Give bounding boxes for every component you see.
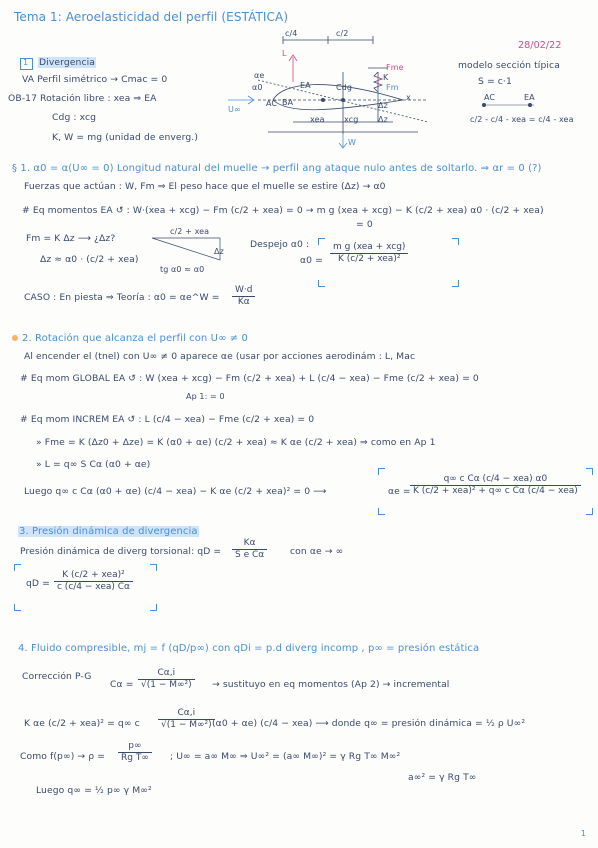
page-number: 1: [580, 829, 586, 838]
s2-fme: » Fme = K (Δz0 + Δze) = K (α0 + αe) (c/2 + xea) ≈ K αe (c/2 + xea) ⇒ como en Ap 1: [36, 437, 436, 448]
s4-a2: a∞² = γ Rg T∞: [408, 772, 477, 783]
s4-ca: Cα =: [110, 679, 134, 690]
diag-dzT: Δz: [378, 115, 388, 124]
diag-ac: AC: [266, 99, 278, 108]
modelo-formula: c/2 - c/4 - xea = c/4 - xea: [470, 115, 574, 124]
modelo-ea: EA: [524, 93, 535, 102]
s2-ae: αe =: [388, 486, 411, 497]
diag-fme: Fme: [386, 63, 404, 72]
s4-u: ; U∞ = a∞ M∞ ⇒ U∞² = (a∞ M∞)² = γ Rg T∞ M∞²: [170, 751, 401, 762]
s4-sust: → sustituyo en eq momentos (Ap 2) → incremental: [212, 679, 450, 690]
modelo-line: [480, 101, 540, 109]
s1-caso-frac: $\frac{W\cdot d}{K\alpha}$: [232, 285, 255, 308]
s4-keq-frac: $\frac{C\alpha,i}{\text{√(1 − M∞²)}}$: [158, 708, 215, 731]
s1-heading: § 1. α0 = α(U∞ = 0) Longitud natural del muelle → perfil ang ataque nulo antes de soltarlo. ⇒ αr = 0 (?): [12, 163, 542, 174]
modelo-ac: AC: [484, 93, 496, 102]
s2-heading: 2. Rotación que alcanza el perfil con U∞ ≠ 0: [12, 333, 248, 344]
s2-lift: » L = q∞ S Cα (α0 + αe): [36, 459, 151, 470]
modelo-s: S = c·1: [478, 76, 512, 87]
s1-a0: α0 =: [300, 255, 323, 266]
item1-label: Divergencia: [39, 57, 95, 68]
ea-point: [321, 98, 325, 102]
s2-luego: Luego q∞ c Cα (α0 + αe) (c/4 − xea) − K αe (c/2 + xea)² = 0 ⟶: [24, 486, 327, 497]
s3-qd2-frac: K (c/2 + xea)² c (c/4 − xea) Cα: [54, 570, 133, 593]
diag-x: x: [406, 93, 411, 102]
diag-xea: xea: [310, 115, 325, 124]
s3-qd: qD =: [26, 578, 50, 589]
s3-heading: 3. Presión dinámica de divergencia: [19, 526, 198, 537]
intro-cdg: Cdg : xcg: [52, 112, 97, 123]
s1-despejo: Despejo α0 :: [250, 239, 310, 250]
diag-K: K: [383, 73, 389, 82]
s1-eq: # Eq momentos EA ↺ : W·(xea + xcg) − Fm (c/2 + xea) = 0 → m g (xea + xcg) − K (c/2 + xea) α0 · (c/2 + xea): [22, 205, 544, 216]
s2-line1: Al encender el (tnel) con U∞ ≠ 0 aparece αe (usar por acciones aerodinám : L, Mac: [24, 351, 416, 362]
s1-caso: CASO : En piesta ⇒ Teoría : α0 = αe^W =: [24, 292, 220, 303]
s4-como: Como f(p∞) → ρ =: [20, 751, 106, 762]
s4-keq: K αe (c/2 + xea)² = q∞ c: [24, 718, 140, 729]
s3-qd-frac: $\frac{K\alpha}{\text{S e Cα}}$: [232, 538, 267, 561]
s2-eq-incr: # Eq mom INCREM EA ↺ : L (c/4 − xea) − Fme (c/2 + xea) = 0: [20, 414, 315, 425]
diag-ea: EA: [300, 81, 311, 90]
s4-corr: Corrección P-G: [22, 671, 92, 682]
diag-fm: Fm: [386, 83, 399, 92]
page-title: Tema 1: Aeroelasticidad del perfil (ESTÁTICA): [14, 10, 289, 24]
s3-con: con αe → ∞: [290, 546, 344, 557]
s1-tri: c/2 + xea: [170, 227, 210, 236]
s4-ca-frac: $\frac{C\alpha,i}{\text{√(1 − M∞²)}}$: [138, 668, 195, 691]
s2-eq-global: # Eq mom GLOBAL EA ↺ : W (xea + xcg) − Fm (c/2 + xea) + L (c/4 − xea) − Fme (c/2 + xea) = 0: [20, 373, 479, 384]
notebook-page: Tema 1: Aeroelasticidad del perfil (ESTÁTICA) 28/02/22 1 Divergencia VA Perfil simétrico → Cmac = 0 OB-17 Rotación libre : xea ⇒ EA Cdg : xcg K, W = mg (unidad de enverg.) c/4 c/2 L Fme Fm K αe α0 EA Cdg BA AC x Δz Δz U∞ xea xcg W modelo sección típica S = c·1 AC EA c/2 - c/4 - xea = c/4 - xea § 1. α0 = α(U∞ = 0) Longitud natural del muelle → perfil ang ataque nulo antes de soltarlo. ⇒ αr = 0 (?) Fuerzas que actúan : W, Fm ⇒ El peso hace que el muelle se estire (Δz) → α0 # Eq momentos EA ↺ : W·(xea + xcg) − Fm (c/2 + xea) = 0 → m g (xea + xcg) − K (c/2 + xea) α0 · (c/2 + xea) = 0 Fm = K Δz ⟶ ¿Δz? c/2 + xea Δz tg α0 ≈ α0 Δz ≈ α0 · (c/2 + xea) Despejo α0 : α0 = m g (xea + xcg) K (c/2 + xea)² CASO : En piesta ⇒ Teoría : α0 = αe^W = $\frac{W\cdot d}{K\alpha}$ 2. Rotación que alcanza el perfil con U∞ ≠ 0 Al encender el (tnel) con U∞ ≠ 0 aparece αe (usar por acciones aerodinám : L, Mac # Eq mom GLOBAL EA ↺ : W (xea + xcg) − Fm (c/2 + xea) + L (c/4 − xea) − Fme (c/2 + xea) = 0 Ap 1: = 0 # Eq mom INCREM EA ↺ : L (c/4 − xea) − Fme (c/2 + xea) = 0 » Fme = K (Δz0 + Δze) = K (α0 + αe) (c/2 + xea) ≈ K αe (c/2 + xea) ⇒ como en Ap 1 » L = q∞ S Cα (α0 + αe) Luego q∞ c Cα (α0 + αe) (c/4 − xea) − K αe (c/2 + xea)² = 0 ⟶ αe = q∞ c Cα (c/4 − xea) α0 K (c/2 + xea)² + q∞ c Cα (c/4 − xea) 3. Presión dinámica de divergencia Presión dinámica de diverg torsional: qD = $\frac{K\alpha}{\text{S e Cα}}$ con αe → ∞ qD = K (c/2 + xea)² c (c/4 − xea) Cα 4. Fluido compresible, mj = f (qD/p∞) con qDi = p.d diverg incomp , p∞ = presión estática Corrección P-G Cα = $\frac{C\alpha,i}{\text{√(1 − M∞²)}}$ → sustituyo en eq momentos (Ap 2) → incremental K αe (c/2 + xea)² = q∞ c $\frac{C\alpha,i}{\text{√(1 − M∞²)}}$ (α0 + αe) (c/4 − xea) ⟶ donde q∞ = presión dinámica = ½ ρ U∞² Como f(p∞) → ρ = $\frac{p\infty}{\text{Rg T∞}}$ ; U∞ = a∞ M∞ ⇒ U∞² = (a∞ M∞)² = γ Rg T∞ M∞² a∞² = γ Rg T∞ Luego q∞ = ½ p∞ γ M∞² 1: [0, 0, 598, 848]
s1-a0-frac: m g (xea + xcg) K (c/2 + xea)²: [330, 242, 408, 265]
s1-fuerzas: Fuerzas que actúan : W, Fm ⇒ El peso hace que el muelle se estire (Δz) → α0: [24, 181, 386, 192]
s4-heading: 4. Fluido compresible, mj = f (qD/p∞) con qDi = p.d diverg incomp , p∞ = presión estática: [18, 643, 480, 654]
intro-va: VA Perfil simétrico → Cmac = 0: [22, 74, 168, 85]
diag-W: W: [348, 138, 357, 147]
diag-cdg: Cdg: [336, 83, 353, 92]
s1-dzeq: Δz ≈ α0 · (c/2 + xea): [40, 254, 139, 265]
diag-BA: BA: [282, 98, 294, 107]
s4-rho-frac: $\frac{p\infty}{\text{Rg T∞}}$: [118, 741, 152, 764]
diag-c4: c/4: [285, 29, 298, 38]
cdg-point: [341, 98, 345, 102]
diag-L: L: [282, 49, 287, 58]
s1-dz: Δz: [214, 247, 224, 256]
diag-alphaE: αe: [254, 71, 265, 80]
s4-keq2: (α0 + αe) (c/4 − xea) ⟶ donde q∞ = presión dinámica = ½ ρ U∞²: [212, 718, 526, 729]
modelo-title: modelo sección típica: [458, 60, 560, 71]
diag-alpha0: α0: [252, 83, 263, 92]
diag-dz: Δz: [378, 101, 388, 110]
s2-eq-global-note: Ap 1: = 0: [186, 392, 225, 401]
s1-eq0: = 0: [356, 219, 373, 230]
diag-xcg: xcg: [344, 115, 359, 124]
s1-fm: Fm = K Δz ⟶ ¿Δz?: [26, 233, 116, 244]
s1-tg: tg α0 ≈ α0: [160, 265, 205, 274]
intro-ob: OB-17 Rotación libre : xea ⇒ EA: [8, 93, 157, 104]
diag-uinf: U∞: [228, 105, 241, 114]
s2-ae-frac: q∞ c Cα (c/4 − xea) α0 K (c/2 + xea)² + q∞ c Cα (c/4 − xea): [410, 474, 581, 497]
diag-c2: c/2: [336, 29, 349, 38]
intro-k: K, W = mg (unidad de enverg.): [52, 132, 199, 143]
s3-line: Presión dinámica de diverg torsional: qD =: [20, 546, 222, 557]
date: 28/02/22: [518, 40, 562, 51]
s4-luego: Luego q∞ = ½ p∞ γ M∞²: [36, 785, 152, 796]
